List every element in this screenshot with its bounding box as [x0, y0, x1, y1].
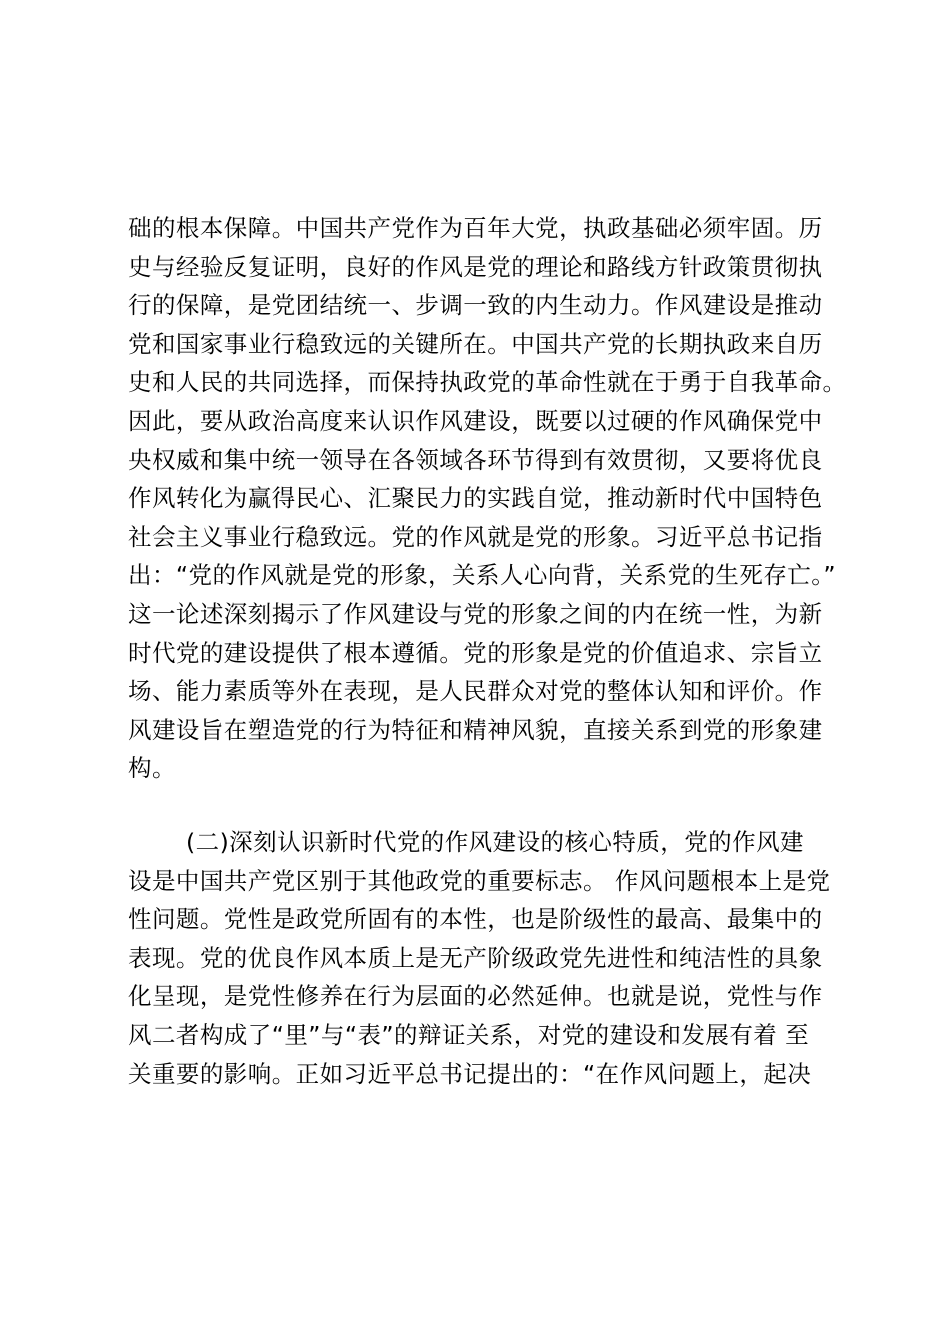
- paragraph-1-line-12: 时代党的建设提供了根本遵循。党的形象是党的价值追求、宗旨立: [128, 638, 823, 667]
- paragraph-1-line-7: 央权威和集中统一领导在各领域各环节得到有效贯彻，又要将优良: [128, 445, 823, 474]
- paragraph-1-line-2: 史与经验反复证明，良好的作风是党的理论和路线方针政策贯彻执: [128, 252, 823, 281]
- paragraph-1-line-15: 构。: [128, 754, 176, 783]
- paragraph-1-line-8: 作风转化为赢得民心、汇聚民力的实践自觉，推动新时代中国特色: [128, 484, 823, 513]
- paragraph-1-line-10: 出：“党的作风就是党的形象，关系人心向背，关系党的生死存亡。”: [128, 561, 837, 590]
- paragraph-2-line-7: 关重要的影响。正如习近平总书记提出的：“在作风问题上，起决: [128, 1059, 812, 1088]
- paragraph-1-line-4: 党和国家事业行稳致远的关键所在。中国共产党的长期执政来自历: [128, 329, 823, 358]
- paragraph-2-line-5: 化呈现，是党性修养在行为层面的必然延伸。也就是说，党性与作: [128, 982, 823, 1011]
- paragraph-2-line-1: (二)深刻认识新时代党的作风建设的核心特质，党的作风建: [186, 828, 804, 856]
- paragraph-2-line-3: 性问题。党性是政党所固有的本性，也是阶级性的最高、最集中的: [128, 905, 823, 934]
- paragraph-1-line-3: 行的保障，是党团结统一、步调一致的内生动力。作风建设是推动: [128, 291, 823, 320]
- paragraph-2-line-4: 表现。党的优良作风本质上是无产阶级政党先进性和纯洁性的具象: [128, 943, 823, 972]
- paragraph-2-line-2: 设是中国共产党区别于其他政党的重要标志。 作风问题根本上是党: [128, 866, 831, 895]
- paragraph-1-line-1: 础的根本保障。中国共产党作为百年大党，执政基础必须牢固。历: [128, 214, 823, 242]
- paragraph-1-line-11: 这一论述深刻揭示了作风建设与党的形象之间的内在统一性，为新: [128, 599, 823, 628]
- paragraph-1-line-6: 因此，要从政治高度来认识作风建设，既要以过硬的作风确保党中: [128, 406, 823, 435]
- paragraph-1: [128, 209, 847, 788]
- paragraph-1-line-14: 风建设旨在塑造党的行为特征和精神风貌，直接关系到党的形象建: [128, 715, 823, 744]
- paragraph-2: [128, 823, 831, 1093]
- paragraph-1-line-5: 史和人民的共同选择，而保持执政党的革命性就在于勇于自我革命。: [128, 368, 847, 397]
- paragraph-1-line-13: 场、能力素质等外在表现，是人民群众对党的整体认知和评价。作: [128, 677, 823, 706]
- paragraph-2-line-6: 风二者构成了“里”与“表”的辩证关系，对党的建设和发展有着 至: [128, 1020, 810, 1049]
- paragraph-1-line-9: 社会主义事业行稳致远。党的作风就是党的形象。习近平总书记指: [128, 522, 823, 551]
